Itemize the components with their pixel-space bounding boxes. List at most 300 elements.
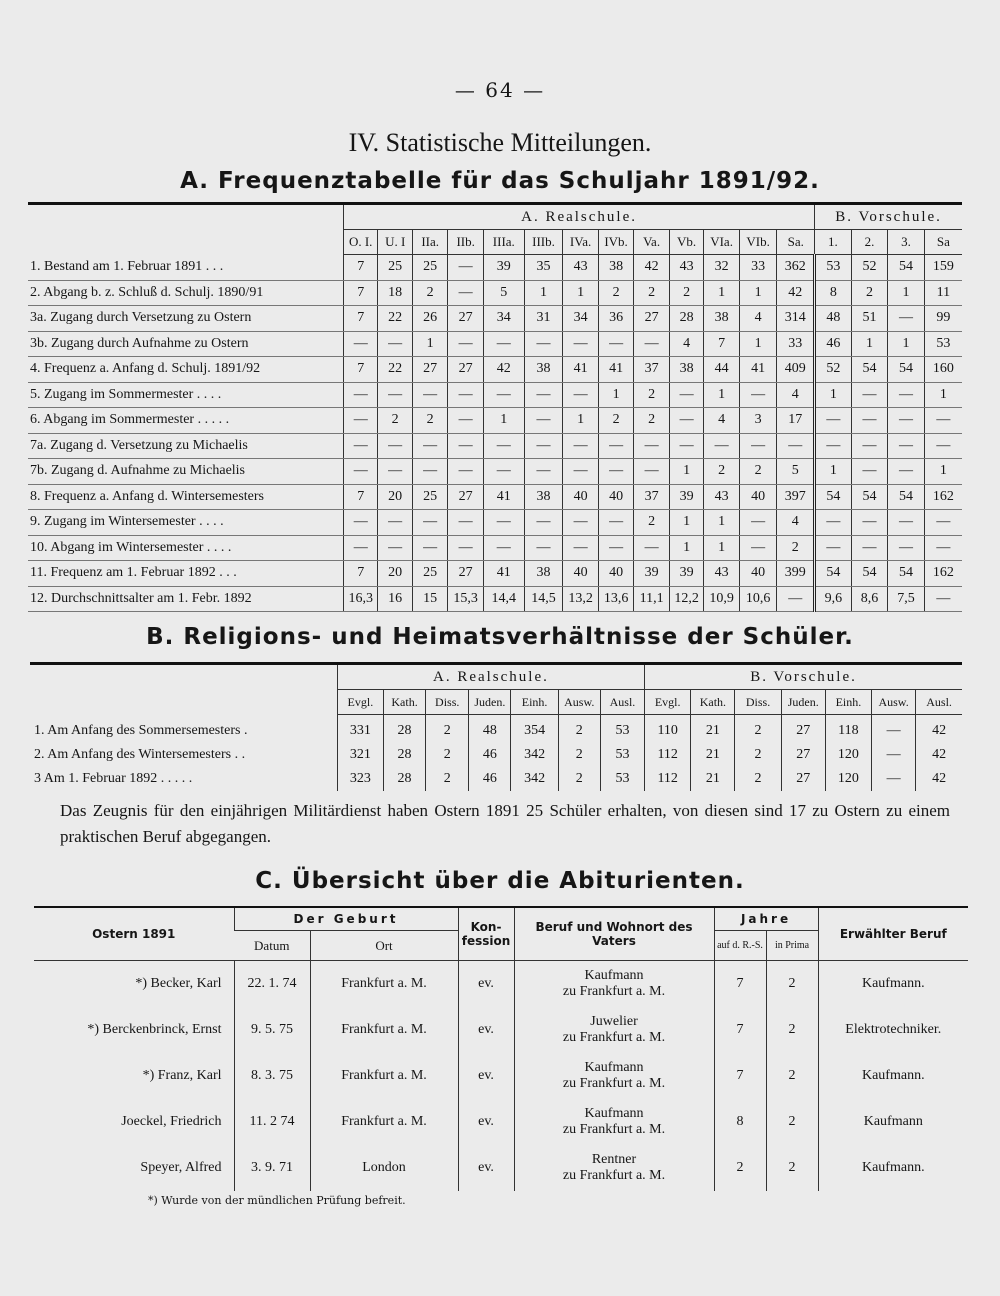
table-cell: 16 [378,586,412,612]
column-header: Juden. [469,690,511,715]
table-cell: 28 [669,306,703,332]
table-cell: 14,5 [524,586,563,612]
table-row [34,1099,968,1145]
header-auf: auf d. R.-S. [714,931,766,961]
table-cell: 1 [598,382,634,408]
table-cell: — [669,433,703,459]
table-cell: 38 [598,255,634,281]
table-cell: 7 [343,280,377,306]
birth-date: 11. 2 74 [234,1099,310,1145]
table-cell: 25 [412,561,448,587]
religion-table [30,662,962,791]
column-header: Va. [634,230,670,255]
row-label: 4. Frequenz a. Anfang d. Schulj. 1891/92 [28,357,343,383]
years-prima: 2 [766,1053,818,1099]
birth-date: 8. 3. 75 [234,1053,310,1099]
confession: ev. [458,1145,514,1191]
table-cell: 2 [777,535,815,561]
table-cell: 43 [563,255,599,281]
table-cell: 46 [815,331,852,357]
table-cell: — [888,408,925,434]
table-cell: 25 [412,255,448,281]
years-school: 7 [714,961,766,1008]
table-cell: — [563,459,599,485]
table-row [34,961,968,1008]
table-row [28,561,962,587]
table-cell: 36 [598,306,634,332]
table-cell: 27 [781,767,825,791]
table-cell: 1 [524,280,563,306]
column-header: IVa. [563,230,599,255]
table-cell: 22 [378,306,412,332]
table-cell: — [888,459,925,485]
table-cell: — [851,408,888,434]
table-cell: 39 [634,561,670,587]
table-cell: 13,6 [598,586,634,612]
table-cell: — [924,433,962,459]
header-erwaehlt: Erwählter Beruf [818,907,968,961]
table-cell: 2 [598,280,634,306]
table-cell: 38 [669,357,703,383]
header-beruf-vater: Beruf und Wohnort des Vaters [514,907,714,961]
row-label: 12. Durchschnittsalter am 1. Febr. 1892 [28,586,343,612]
table-cell: 120 [825,743,871,767]
table-cell: 2 [558,743,600,767]
table-cell: 51 [851,306,888,332]
row-label: 1. Bestand am 1. Februar 1891 . . . [28,255,343,281]
table-cell: — [598,510,634,536]
realschule-group-header: A. Realschule. [343,204,814,230]
table-cell: — [448,408,484,434]
table-cell: 1 [924,459,962,485]
table-cell: — [872,715,916,744]
table-cell: 28 [383,743,425,767]
table-cell: 1 [888,331,925,357]
table-cell: 27 [781,743,825,767]
table-cell: — [378,510,412,536]
years-prima: 2 [766,1145,818,1191]
table-cell: — [448,459,484,485]
table-cell: 43 [669,255,703,281]
table-cell: — [483,535,524,561]
header-ort: Ort [310,931,458,961]
chosen-profession: Kaufmann. [818,1145,968,1191]
table-cell: 32 [704,255,740,281]
table-row [34,1053,968,1099]
row-label: 2. Abgang b. z. Schluß d. Schulj. 1890/91 [28,280,343,306]
table-cell: 40 [598,561,634,587]
table-cell: — [815,510,852,536]
birth-place: Frankfurt a. M. [310,1007,458,1053]
table-cell: 39 [669,561,703,587]
birth-date: 3. 9. 71 [234,1145,310,1191]
table-row [28,408,962,434]
section-b-title: B. Religions- und Heimatsverhältnisse der Schüler. [146,624,854,650]
table-cell: 27 [634,306,670,332]
table-cell: 46 [469,743,511,767]
table-cell: 54 [851,561,888,587]
table-cell: 314 [777,306,815,332]
table-cell: — [412,433,448,459]
section-c-title: C. Übersicht über die Abiturienten. [255,868,745,894]
column-header: Sa [924,230,962,255]
table-cell: 52 [851,255,888,281]
table-cell: — [378,535,412,561]
column-header: VIb. [739,230,777,255]
table-cell: — [851,510,888,536]
table-cell: 43 [704,561,740,587]
table-cell: — [704,433,740,459]
father-job: Juwelier [590,1014,638,1029]
chosen-profession: Elektrotechniker. [818,1007,968,1053]
header-geburt: Der Geburt [234,907,458,931]
confession: ev. [458,1007,514,1053]
table-cell: 16,3 [343,586,377,612]
years-school: 7 [714,1053,766,1099]
table-cell: — [739,433,777,459]
table-cell: 54 [888,484,925,510]
table-cell: 53 [600,767,644,791]
table-cell: 43 [704,484,740,510]
table-cell: — [412,535,448,561]
military-service-paragraph: Das Zeugnis für den einjährigen Militärdienst haben Ostern 1891 25 Schüler erhalten, von diesen sind 17 zu Ostern zu einem praktischen Beruf abgegangen. [60,801,950,846]
table-cell: 21 [691,767,735,791]
table-cell: 11 [924,280,962,306]
table-cell: — [412,459,448,485]
birth-place: London [310,1145,458,1191]
table-cell: 38 [524,484,563,510]
table-row [34,1007,968,1053]
table-cell: 14,4 [483,586,524,612]
table-cell: — [448,535,484,561]
table-cell: — [448,255,484,281]
table-cell: 38 [524,357,563,383]
table-row [28,382,962,408]
abiturienten-table [34,906,968,1191]
table-cell: — [448,382,484,408]
table-cell: — [634,535,670,561]
table-cell: 7 [343,306,377,332]
table-cell: — [888,535,925,561]
table-row [28,510,962,536]
table-cell: — [777,433,815,459]
table-cell: — [851,535,888,561]
table-cell: — [343,535,377,561]
table-cell: 10,6 [739,586,777,612]
table-cell: 2 [558,767,600,791]
table-cell: — [598,433,634,459]
table-cell: 1 [704,510,740,536]
table-cell: — [851,433,888,459]
table-cell: 399 [777,561,815,587]
table-cell: 48 [815,306,852,332]
column-header: Diss. [735,690,781,715]
table-cell: — [524,433,563,459]
column-header: Diss. [426,690,469,715]
column-header: 2. [851,230,888,255]
chosen-profession: Kaufmann [818,1099,968,1145]
table-cell: 33 [739,255,777,281]
table-cell: — [378,382,412,408]
table-cell: 53 [600,743,644,767]
table-cell: 39 [669,484,703,510]
column-header: Kath. [383,690,425,715]
table-cell: 1 [669,459,703,485]
table-cell: — [924,510,962,536]
table-cell: 2 [669,280,703,306]
birth-date: 9. 5. 75 [234,1007,310,1053]
row-label: 11. Frequenz am 1. Februar 1892 . . . [28,561,343,587]
table-cell: 31 [524,306,563,332]
table-cell: 27 [448,357,484,383]
table-cell: 2 [426,743,469,767]
table-cell: 41 [739,357,777,383]
row-label: 9. Zugang im Wintersemester . . . . [28,510,343,536]
table-cell: 342 [511,767,558,791]
table-cell: 112 [645,767,691,791]
table-cell: — [483,382,524,408]
table-cell: — [448,510,484,536]
row-label: 7b. Zugang d. Aufnahme zu Michaelis [28,459,343,485]
table-cell: 323 [337,767,383,791]
father-occupation [514,1007,714,1053]
father-job: Kaufmann [584,1060,644,1075]
table-cell: 4 [704,408,740,434]
table-cell: 1 [815,459,852,485]
table-cell: 2 [634,408,670,434]
table-cell: 331 [337,715,383,744]
realschule-group-header: A. Realschule. [337,664,644,690]
table-cell: 27 [448,561,484,587]
column-header: VIa. [704,230,740,255]
table-cell: 1 [563,408,599,434]
table-cell: 34 [483,306,524,332]
table-row [30,715,962,744]
table-cell: 38 [704,306,740,332]
header-jahre: Jahre [714,907,818,931]
table-cell: — [924,408,962,434]
father-occupation [514,1145,714,1191]
table-cell: 1 [851,331,888,357]
table-cell: 52 [815,357,852,383]
table-cell: — [634,331,670,357]
row-label: 5. Zugang im Sommermester . . . . [28,382,343,408]
table-cell: 1 [704,382,740,408]
father-occupation [514,1099,714,1145]
student-name: Joeckel, Friedrich [121,1114,222,1129]
father-job: Rentner [591,1152,637,1167]
table-cell: 397 [777,484,815,510]
table-cell: 21 [691,743,735,767]
table-cell: 1 [924,382,962,408]
table-cell: 42 [777,280,815,306]
table-cell: — [815,535,852,561]
row-label: 3b. Zugang durch Aufnahme zu Ostern [28,331,343,357]
father-occupation [514,961,714,1008]
table-cell: 118 [825,715,871,744]
table-cell: 41 [563,357,599,383]
table-cell: — [483,433,524,459]
table-cell: 162 [924,484,962,510]
table-cell: — [563,510,599,536]
years-prima: 2 [766,1007,818,1053]
table-cell: — [563,382,599,408]
table-cell: 1 [888,280,925,306]
column-header: Juden. [781,690,825,715]
table-cell: 53 [924,331,962,357]
table-cell: — [524,408,563,434]
table-cell: — [924,586,962,612]
years-prima: 2 [766,1099,818,1145]
table-cell: 2 [426,767,469,791]
table-cell: — [524,331,563,357]
religion-column-headers [30,690,962,715]
row-label: 2. Am Anfang des Wintersemesters . . [34,747,246,762]
table-cell: 2 [735,767,781,791]
column-header: Ausw. [872,690,916,715]
table-cell: — [343,331,377,357]
table-cell: 2 [634,382,670,408]
table-cell: — [378,433,412,459]
table-cell: 1 [704,535,740,561]
table-cell: — [412,510,448,536]
row-label: 3a. Zugang durch Versetzung zu Ostern [28,306,343,332]
table-cell: 2 [634,280,670,306]
table-cell: 321 [337,743,383,767]
father-residence: zu Frankfurt a. M. [562,1168,666,1183]
table-row [28,306,962,332]
table-row [28,459,962,485]
table-cell: 33 [777,331,815,357]
table-row [28,280,962,306]
table-cell: — [598,535,634,561]
column-header: O. I. [343,230,377,255]
column-header: Kath. [691,690,735,715]
table-cell: — [924,535,962,561]
table-cell: 15 [412,586,448,612]
table-cell: 37 [634,484,670,510]
row-label: 7a. Zugang d. Versetzung zu Michaelis [28,433,343,459]
table-cell: — [598,459,634,485]
table-cell: 2 [735,743,781,767]
table-cell: 34 [563,306,599,332]
table-cell: 409 [777,357,815,383]
table-cell: 35 [524,255,563,281]
table-cell: 2 [426,715,469,744]
table-cell: 1 [669,535,703,561]
column-header: IIIb. [524,230,563,255]
table-cell: — [851,459,888,485]
table-cell: — [483,331,524,357]
table-cell: — [343,408,377,434]
table-cell: — [598,331,634,357]
table-cell: 2 [735,715,781,744]
chosen-profession: Kaufmann. [818,1053,968,1099]
table-cell: 2 [634,510,670,536]
column-header: 3. [888,230,925,255]
column-header: Evgl. [337,690,383,715]
table-cell: 7,5 [888,586,925,612]
column-header: 1. [815,230,852,255]
table-cell: — [343,382,377,408]
table-cell: — [343,433,377,459]
table-cell: — [815,408,852,434]
table-cell: 40 [563,561,599,587]
table-cell: — [563,433,599,459]
table-cell: 27 [448,484,484,510]
table-row [28,357,962,383]
column-header: IIIa. [483,230,524,255]
table-cell: — [739,382,777,408]
father-job: Kaufmann [584,1106,644,1121]
header-ostern: Ostern 1891 [34,907,234,961]
table-cell: 53 [815,255,852,281]
table-cell: 54 [888,255,925,281]
table-cell: 8,6 [851,586,888,612]
row-label: 6. Abgang im Sommermester . . . . . [28,408,343,434]
table-cell: 44 [704,357,740,383]
table-cell: — [378,331,412,357]
row-label: 3 Am 1. Februar 1892 . . . . . [34,771,193,786]
table-row [28,484,962,510]
column-header: Ausw. [558,690,600,715]
table-cell: — [872,743,916,767]
table-cell: — [412,382,448,408]
table-cell: 53 [600,715,644,744]
column-header: Evgl. [645,690,691,715]
table-cell: 20 [378,561,412,587]
student-name: Speyer, Alfred [140,1160,222,1175]
table-cell: 54 [851,484,888,510]
table-cell: 20 [378,484,412,510]
column-header: Ausl. [916,690,962,715]
birth-place: Frankfurt a. M. [310,1053,458,1099]
row-label: 1. Am Anfang des Sommersemesters . [34,722,248,738]
table-cell: 27 [781,715,825,744]
table-cell: 38 [524,561,563,587]
table-cell: — [524,459,563,485]
table-cell: 2 [558,715,600,744]
table-cell: 15,3 [448,586,484,612]
column-header: Einh. [511,690,558,715]
table-cell: 41 [483,561,524,587]
table-cell: — [777,586,815,612]
years-school: 7 [714,1007,766,1053]
table-cell: 1 [412,331,448,357]
table-cell: 9,6 [815,586,852,612]
table-cell: 46 [469,767,511,791]
table-cell: 13,2 [563,586,599,612]
table-cell: 42 [916,767,962,791]
table-cell: — [483,459,524,485]
table-cell: 42 [916,715,962,744]
table-cell: — [563,535,599,561]
table-cell: 160 [924,357,962,383]
table-cell: 39 [483,255,524,281]
table-cell: 40 [739,561,777,587]
birth-place: Frankfurt a. M. [310,1099,458,1145]
table-cell: 42 [634,255,670,281]
chosen-profession: Kaufmann. [818,961,968,1008]
table-cell: — [888,510,925,536]
table-cell: 7 [343,357,377,383]
table-cell: — [448,280,484,306]
confession: ev. [458,961,514,1008]
table-cell: 17 [777,408,815,434]
page-number: — 64 — [454,78,546,102]
column-header: IIa. [412,230,448,255]
table-cell: 120 [825,767,871,791]
